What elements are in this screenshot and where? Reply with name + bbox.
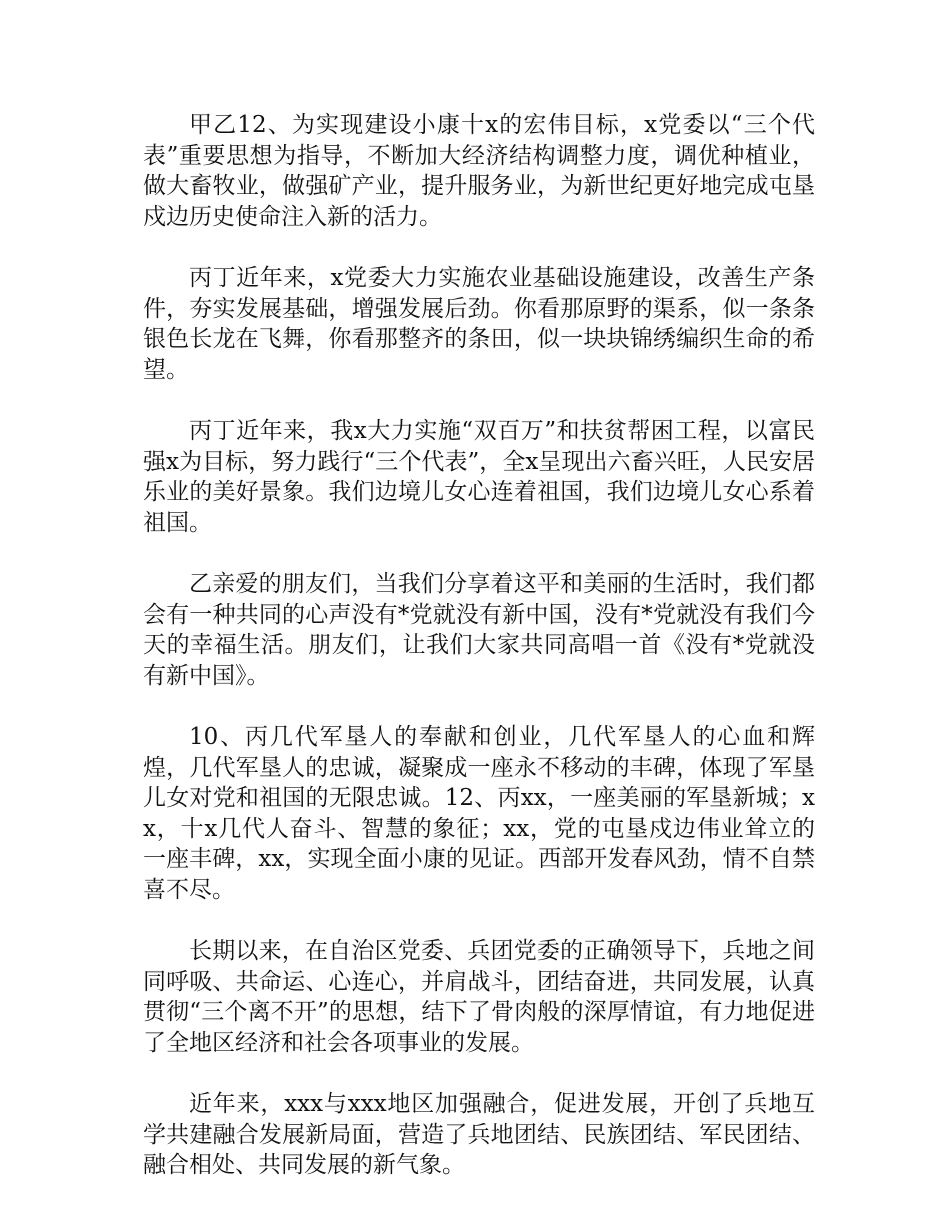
paragraph-7: 近年来，xxx与xxx地区加强融合，促进发展，开创了兵地互学共建融合发展新局面，营造了兵地团结、民族团结、军民团结、融合相处、共同发展的新气象。 bbox=[143, 1091, 815, 1178]
paragraph-6: 长期以来，在自治区党委、兵团党委的正确领导下，兵地之间同呼吸、共命运、心连心，并肩战斗，团结奋进，共同发展，认真贯彻“三个离不开”的思想，结下了骨肉般的深厚情谊，有力地促进了全地区经济和社会各项事业的发展。 bbox=[143, 938, 815, 1056]
paragraph-3: 丙丁近年来，我x大力实施“双百万”和扶贫帮困工程，以富民强x为目标，努力践行“三个代表”，全x呈现出六畜兴旺，人民安居乐业的美好景象。我们边境儿女心连着祖国，我们边境儿女心系着祖国。 bbox=[143, 418, 815, 536]
document-body bbox=[143, 110, 815, 1212]
paragraph-1: 甲乙12、为实现建设小康十x的宏伟目标，x党委以“三个代表”重要思想为指导，不断加大经济结构调整力度，调优种植业，做大畜牧业，做强矿产业，提升服务业，为新世纪更好地完成屯垦戍边历史使命注入新的活力。 bbox=[143, 112, 815, 230]
paragraph-5: 10、丙几代军垦人的奉献和创业，几代军垦人的心血和辉煌，几代军垦人的忠诚，凝聚成一座永不移动的丰碑，体现了军垦儿女对党和祖国的无限忠诚。12、丙xx，一座美丽的军垦新城；xx，十x几代人奋斗、智慧的象征；xx，党的屯垦戍边伟业耸立的一座丰碑，xx，实现全面小康的见证。西部开发春风劲，情不自禁喜不尽。 bbox=[143, 724, 815, 903]
paragraph-2: 丙丁近年来，x党委大力实施农业基础设施建设，改善生产条件，夯实发展基础，增强发展后劲。你看那原野的渠系，似一条条银色长龙在飞舞，你看那整齐的条田，似一块块锦绣编织生命的希望。 bbox=[143, 265, 815, 383]
paragraph-4: 乙亲爱的朋友们，当我们分享着这平和美丽的生活时，我们都会有一种共同的心声没有*党就没有新中国，没有*党就没有我们今天的幸福生活。朋友们，让我们大家共同高唱一首《没有*党就没有新中国》。 bbox=[143, 571, 815, 689]
